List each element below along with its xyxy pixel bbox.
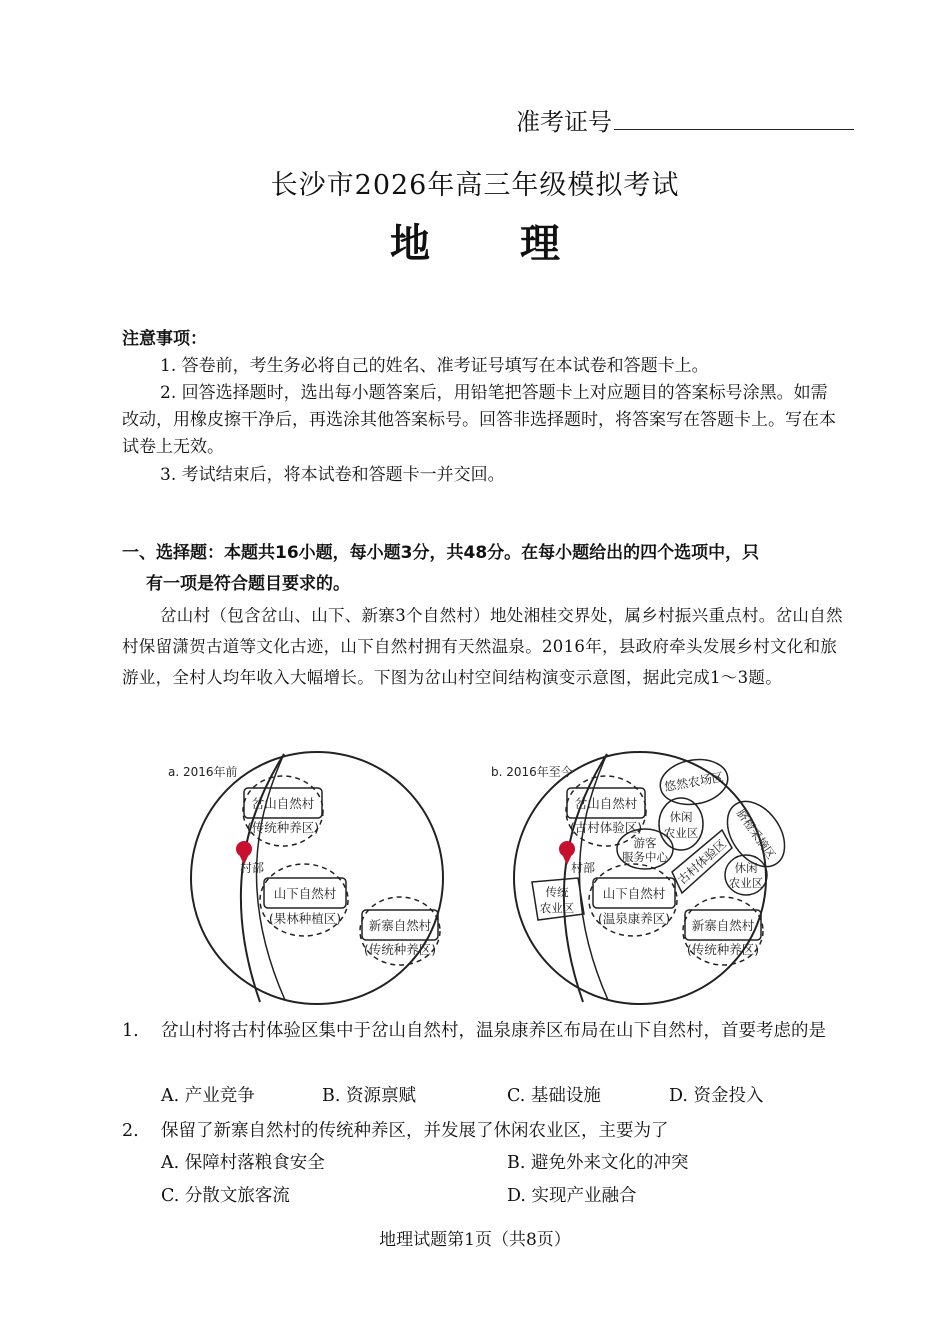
- question-2: [0, 1116, 950, 1148]
- question-2-number: 2.: [122, 1121, 139, 1141]
- panel-b-label: b. 2016年至今: [491, 765, 573, 779]
- question-2-text: 保留了新寨自然村的传统种养区，并发展了休闲农业区，主要为了: [161, 1121, 669, 1141]
- exam-title: 长沙市2026年高三年级模拟考试: [270, 170, 680, 201]
- question-2-option-d[interactable]: D. 实现产业融合: [507, 1186, 637, 1206]
- panel-b-labels: [491, 764, 778, 957]
- panel-b-leisure-2-label-2: 农业区: [728, 876, 764, 890]
- panel-b-road-2: [580, 754, 608, 1000]
- panel-b-zone-3-name: 新寨自然村: [691, 918, 755, 933]
- panel-b-zone-1-use: (古村体验区): [569, 820, 643, 835]
- question-1-option-d[interactable]: D. 资金投入: [669, 1086, 764, 1106]
- panel-b-leisure-1-area: [659, 798, 703, 850]
- panel-a-road-2: [257, 754, 285, 1000]
- section-heading: [122, 538, 842, 600]
- panel-b-leisure-2-label-1: 休闲: [734, 861, 758, 875]
- subject-text: 地 理: [390, 221, 598, 267]
- exam-id-blank: [614, 109, 854, 130]
- question-2-option-a[interactable]: A. 保障村落粮食安全: [161, 1153, 325, 1173]
- question-2-option-b[interactable]: B. 避免外来文化的冲突: [507, 1153, 689, 1173]
- panel-a-zone-2-name: 山下自然村: [273, 886, 337, 901]
- panel-b-leisure-1-label-2: 农业区: [663, 826, 699, 840]
- question-1-option-b[interactable]: B. 资源禀赋: [322, 1086, 416, 1106]
- panel-b-visitor-label-1: 游客: [633, 836, 657, 850]
- panel-b-trad-label-2: 农业区: [539, 901, 575, 915]
- panel-a-zone-3-use: (传统种养区): [363, 942, 437, 957]
- panel-a-zone-1-name: 岔山自然村: [251, 796, 315, 811]
- panel-a-zone-1-use: (传统种养区): [246, 820, 320, 835]
- panel-b-farm-label: 悠然农场区: [663, 769, 725, 795]
- page-footer: 地理试题第1页（共8页）: [379, 1230, 571, 1250]
- notice-item-1: 1. 答卷前，考生务必将自己的姓名、准考证号填写在本试卷和答题卡上。: [160, 356, 709, 376]
- panel-a: [191, 752, 443, 1004]
- exam-id-field: [516, 102, 854, 137]
- panel-b-ancient-label: 古村体验区: [675, 836, 729, 888]
- question-1-option-c[interactable]: C. 基础设施: [507, 1086, 601, 1106]
- panel-b-visitor-label-2: 服务中心: [622, 850, 668, 864]
- question-1-option-a[interactable]: A. 产业竞争: [161, 1086, 255, 1106]
- panel-b-zone-2-name: 山下自然村: [602, 886, 666, 901]
- panel-a-zone-3-name: 新寨自然村: [368, 918, 432, 933]
- figure-svg: [160, 748, 800, 1008]
- panel-a-labels: [168, 764, 436, 957]
- panel-a-zone-2-use: (果林种植区): [268, 911, 342, 926]
- subject-title: [0, 212, 950, 269]
- panel-b-zone-3-use: (传统种养区): [686, 942, 760, 957]
- panel-b-zone-1-name: 岔山自然村: [574, 796, 638, 811]
- panel-a-hq: 村部: [240, 861, 265, 875]
- question-1-number: 1.: [122, 1021, 139, 1041]
- panel-b-orange-label: 脐橙采摘区: [733, 806, 779, 862]
- section-heading-line2: 有一项是符合题目要求的。: [146, 574, 350, 594]
- panel-b-zone-2-use: (温泉康养区): [597, 911, 671, 926]
- notice-item-2: 2. 回答选择题时，选出每小题答案后，用铅笔把答题卡上对应题目的答案标号涂黑。如需改动，用橡皮擦干净后，再选涂其他答案标号。回答非选择题时，将答案写在答题卡上。写在本试卷上无效。: [122, 383, 836, 457]
- exam-id-label: 准考证号: [516, 108, 612, 136]
- panel-b-trad-label-1: 传统: [545, 885, 569, 899]
- village-structure-figure: [160, 748, 800, 1012]
- panel-b-hq: 村部: [571, 861, 596, 875]
- question-1-text: 岔山村将古村体验区集中于岔山自然村，温泉康养区布局在山下自然村，首要考虑的是: [161, 1021, 826, 1041]
- question-2-option-c[interactable]: C. 分散文旅客流: [161, 1186, 290, 1206]
- passage: 岔山村（包含岔山、山下、新寨3个自然村）地处湘桂交界处，属乡村振兴重点村。岔山自然村保留潇贺古道等文化古迹，山下自然村拥有天然温泉。2016年，县政府牵头发展乡村文化和旅游业，全村人均年收入大幅增长。下图为岔山村空间结构演变示意图，据此完成1～3题。: [122, 606, 843, 687]
- section-heading-line1: 一、选择题：本题共16小题，每小题3分，共48分。在每小题给出的四个选项中，只: [122, 543, 760, 563]
- notice-item-3: 3. 考试结束后，将本试卷和答题卡一并交回。: [160, 465, 505, 485]
- panel-b-leisure-1-label-1: 休闲: [669, 810, 693, 824]
- question-1: [0, 1016, 950, 1116]
- panel-a-label: a. 2016年前: [168, 765, 238, 779]
- notice-heading: 注意事项：: [122, 329, 207, 349]
